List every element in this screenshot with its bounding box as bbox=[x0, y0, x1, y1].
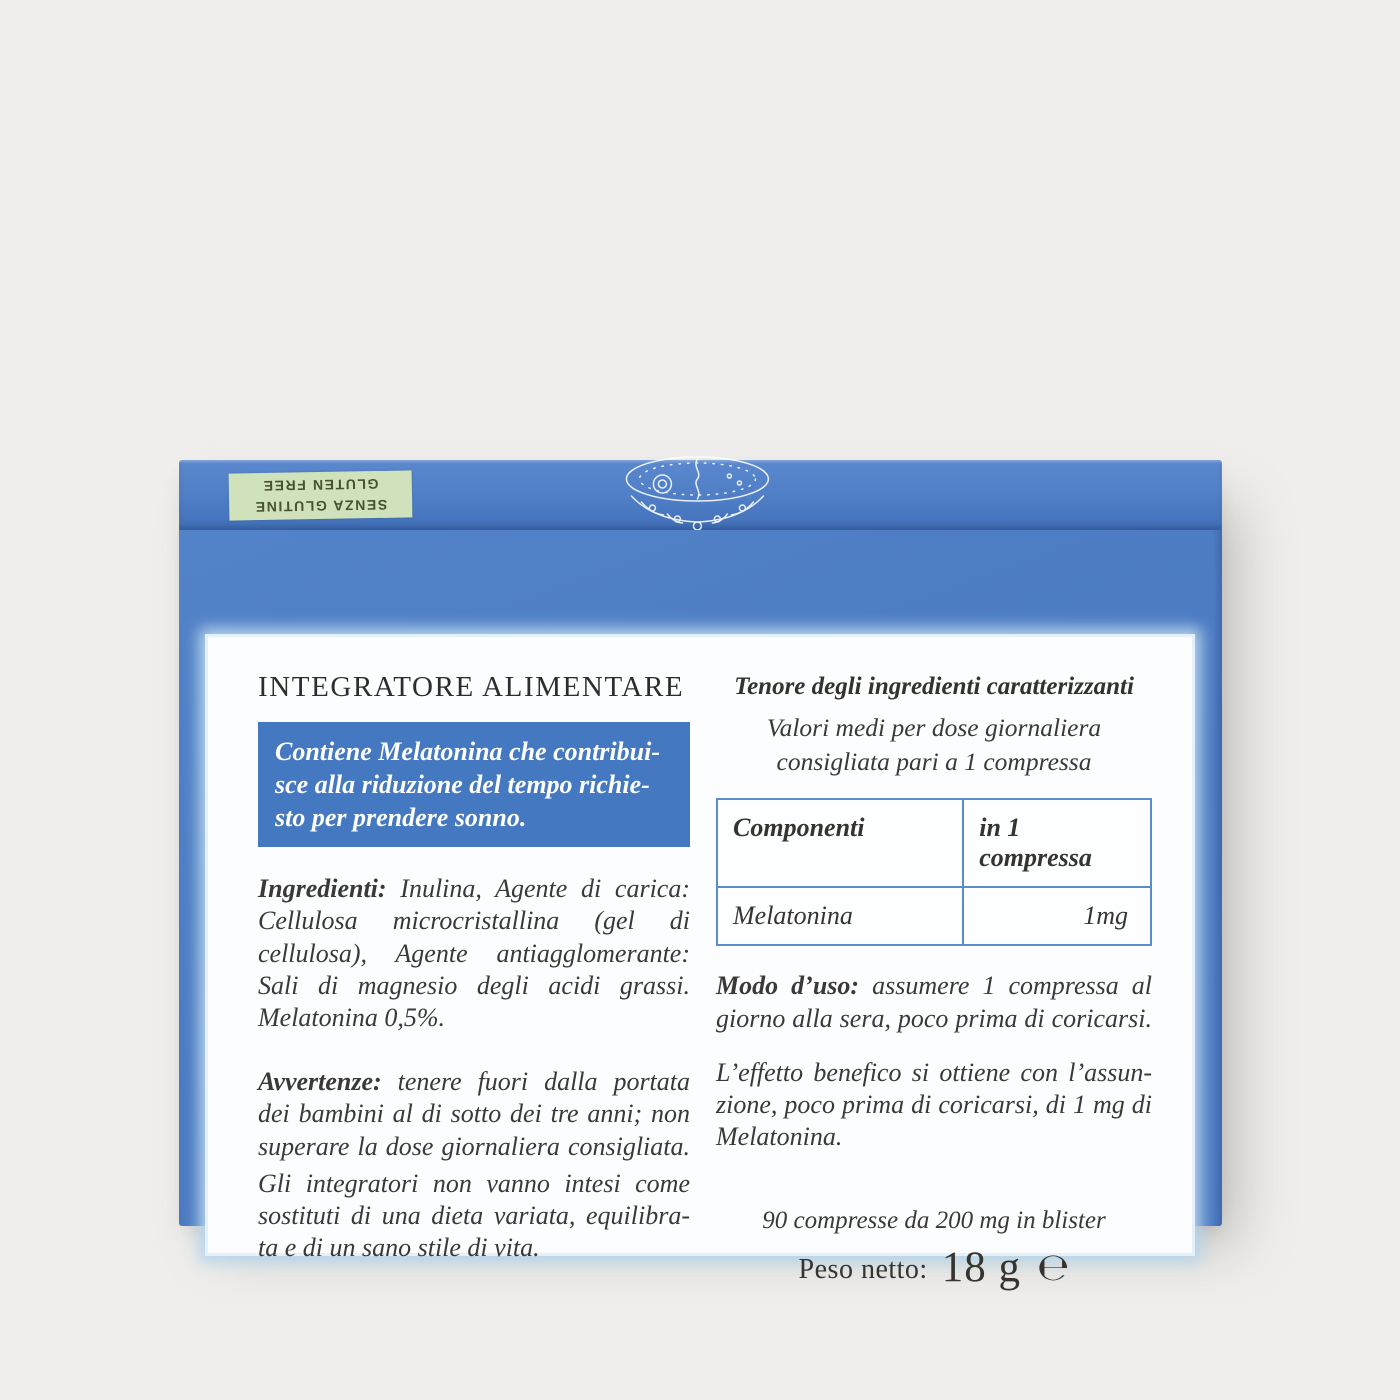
subtitle-line-2: consigliata pari a 1 compressa bbox=[776, 746, 1092, 776]
ingredients-line-5: Melatonina 0,5%. bbox=[258, 1002, 446, 1032]
usage-line-1: assumere 1 compressa al bbox=[872, 971, 1153, 1001]
warnings-label: Avvertenze: bbox=[258, 1067, 382, 1097]
gluten-label-line-it: SENZA GLUTINE bbox=[254, 497, 388, 516]
product-box bbox=[179, 460, 1222, 1292]
box-front-face bbox=[179, 530, 1222, 1292]
panel-title: INTEGRATORE ALIMENTARE bbox=[258, 671, 685, 703]
ingredients-paragraph bbox=[258, 873, 690, 1034]
effect-line-1: L’effetto benefico si ottiene con l’assun- bbox=[716, 1057, 1152, 1087]
table-header-row bbox=[718, 800, 1150, 888]
table-header-dose: in 1 compressa bbox=[979, 813, 1092, 873]
warnings-line-1: tenere fuori dalla portata bbox=[397, 1067, 691, 1097]
table-header-componenti: Componenti bbox=[718, 800, 964, 886]
table-cell-component: Melatonina bbox=[718, 888, 964, 944]
disclaimer-line-3: ta e di un sano stile di vita. bbox=[258, 1233, 540, 1263]
disclaimer-line-1: Gli integratori non vanno intesi come bbox=[258, 1168, 690, 1198]
net-weight bbox=[716, 1243, 1152, 1292]
usage-line-2: giorno alla sera, poco prima di coricarsi. bbox=[716, 1003, 1152, 1033]
blister-info: 90 compresse da 200 mg in blister bbox=[762, 1207, 1106, 1235]
usage-label: Modo d’uso: bbox=[716, 971, 860, 1001]
warnings-line-3: superare la dose giornaliera consigliata. bbox=[258, 1131, 690, 1161]
net-weight-label: Peso netto: bbox=[798, 1254, 928, 1286]
table-row-melatonina bbox=[718, 888, 1150, 944]
supplement-disclaimer-paragraph bbox=[258, 1168, 690, 1265]
daily-dose-subtitle bbox=[716, 711, 1152, 778]
subtitle-line-1: Valori medi per dose giornaliera bbox=[766, 713, 1102, 742]
table-cell-amount: 1mg bbox=[1083, 901, 1128, 931]
panel-right-column bbox=[716, 665, 1153, 1292]
melatonin-claim-box bbox=[258, 722, 690, 847]
claim-line-2: sce alla riduzione del tempo richie- bbox=[275, 770, 650, 800]
components-table bbox=[716, 798, 1152, 946]
effect-paragraph bbox=[716, 1057, 1152, 1154]
warnings-paragraph bbox=[258, 1066, 690, 1163]
gluten-label-line-en: GLUTEN FREE bbox=[262, 476, 379, 495]
claim-line-1: Contiene Melatonina che contribui- bbox=[275, 737, 660, 766]
label-panel bbox=[208, 637, 1192, 1292]
usage-paragraph bbox=[716, 970, 1152, 1034]
content-heading: Tenore degli ingredienti caratterizzanti bbox=[734, 673, 1134, 700]
ingredients-line-1: Inulina, Agente di carica: bbox=[400, 874, 691, 904]
ingredients-line-2: Cellulosa microcristallina (gel di bbox=[258, 906, 690, 936]
gluten-free-label bbox=[229, 470, 413, 520]
claim-line-3: sto per prendere sonno. bbox=[275, 803, 527, 833]
panel-left-column bbox=[258, 665, 691, 1263]
disclaimer-line-2: sostituti di una dieta variata, equilibra- bbox=[258, 1201, 690, 1231]
net-weight-value: 18 g bbox=[941, 1244, 1021, 1292]
ingredients-label: Ingredienti: bbox=[258, 874, 387, 904]
warnings-line-2: dei bambini al di sotto dei tre anni; non bbox=[258, 1099, 690, 1129]
effect-line-2: zione, poco prima di coricarsi, di 1 mg di bbox=[716, 1090, 1152, 1120]
box-top-face bbox=[179, 460, 1222, 530]
ingredients-line-3: cellulosa), Agente antiagglomerante: bbox=[258, 938, 690, 968]
ingredients-line-4: Sali di magnesio degli acidi grassi. bbox=[258, 970, 690, 1000]
estimated-sign: ℮ bbox=[1036, 1245, 1070, 1290]
effect-line-3: Melatonina. bbox=[716, 1122, 843, 1152]
